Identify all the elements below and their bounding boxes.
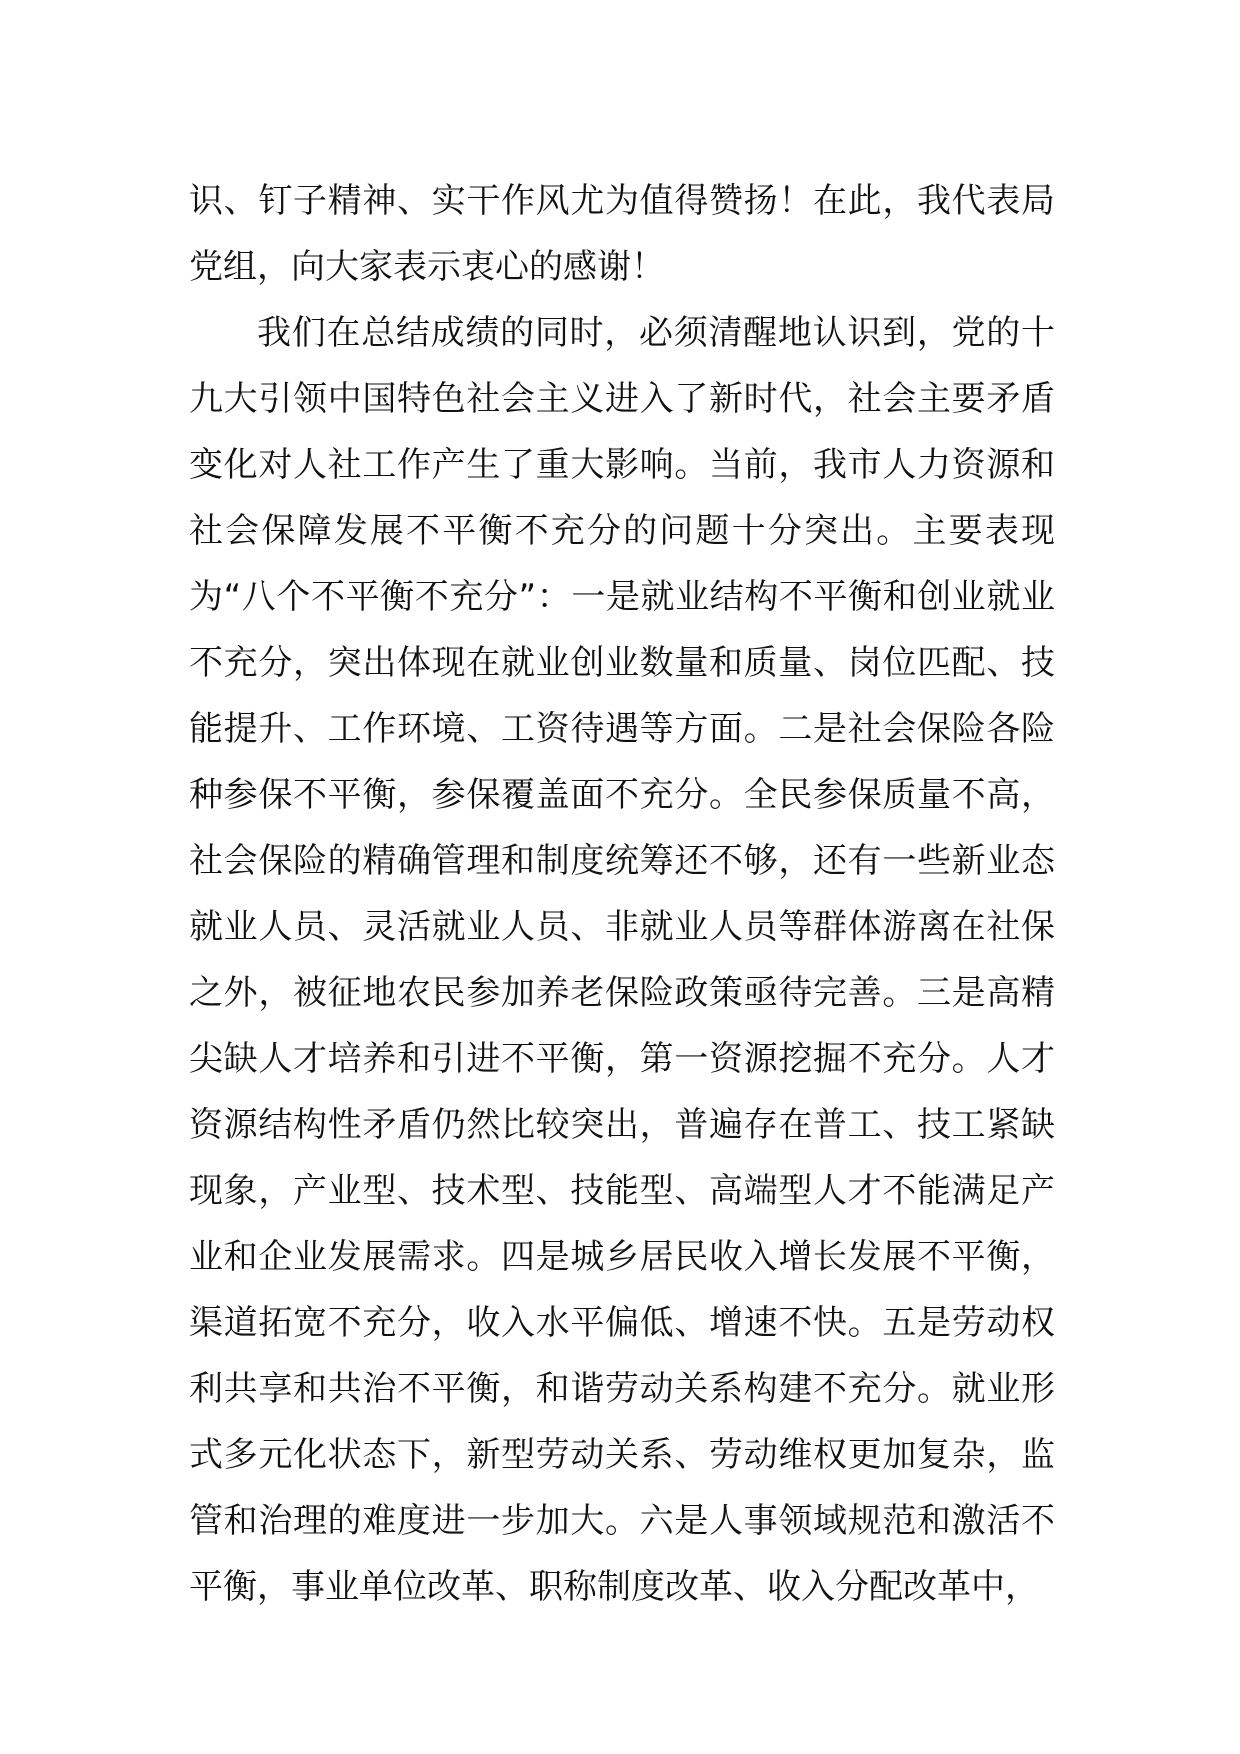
paragraph-continued: 识、钉子精神、实干作风尤为值得赞扬！在此，我代表局党组，向大家表示衷心的感谢！ [189,181,1055,287]
paragraph-main: 我们在总结成绩的同时，必须清醒地认识到，党的十九大引领中国特色社会主义进入了新时代，社会主要矛盾变化对人社工作产生了重大影响。当前，我市人力资源和社会保障发展不平衡不充分的问题十分突出。主要表现为“八个不平衡不充分”：一是就业结构不平衡和创业就业不充分，突出体现在就业创业数量和质量、岗位匹配、技能提升、工作环境、工资待遇等方面。二是社会保险各险种参保不平衡，参保覆盖面不充分。全民参保质量不高，社会保险的精确管理和制度统筹还不够，还有一些新业态就业人员、灵活就业人员、非就业人员等群体游离在社保之外，被征地农民参加养老保险政策亟待完善。三是高精尖缺人才培养和引进不平衡，第一资源挖掘不充分。人才资源结构性矛盾仍然比较突出，普遍存在普工、技工紧缺现象，产业型、技术型、技能型、高端型人才不能满足产业和企业发展需求。四是城乡居民收入增长发展不平衡，渠道拓宽不充分，收入水平偏低、增速不快。五是劳动权利共享和共治不平衡，和谐劳动关系构建不充分。就业形式多元化状态下，新型劳动关系、劳动维权更加复杂，监管和治理的难度进一步加大。六是人事领域规范和激活不平衡，事业单位改革、职称制度改革、收入分配改革中， [189,313,1055,1607]
body-text [189,168,1055,1620]
